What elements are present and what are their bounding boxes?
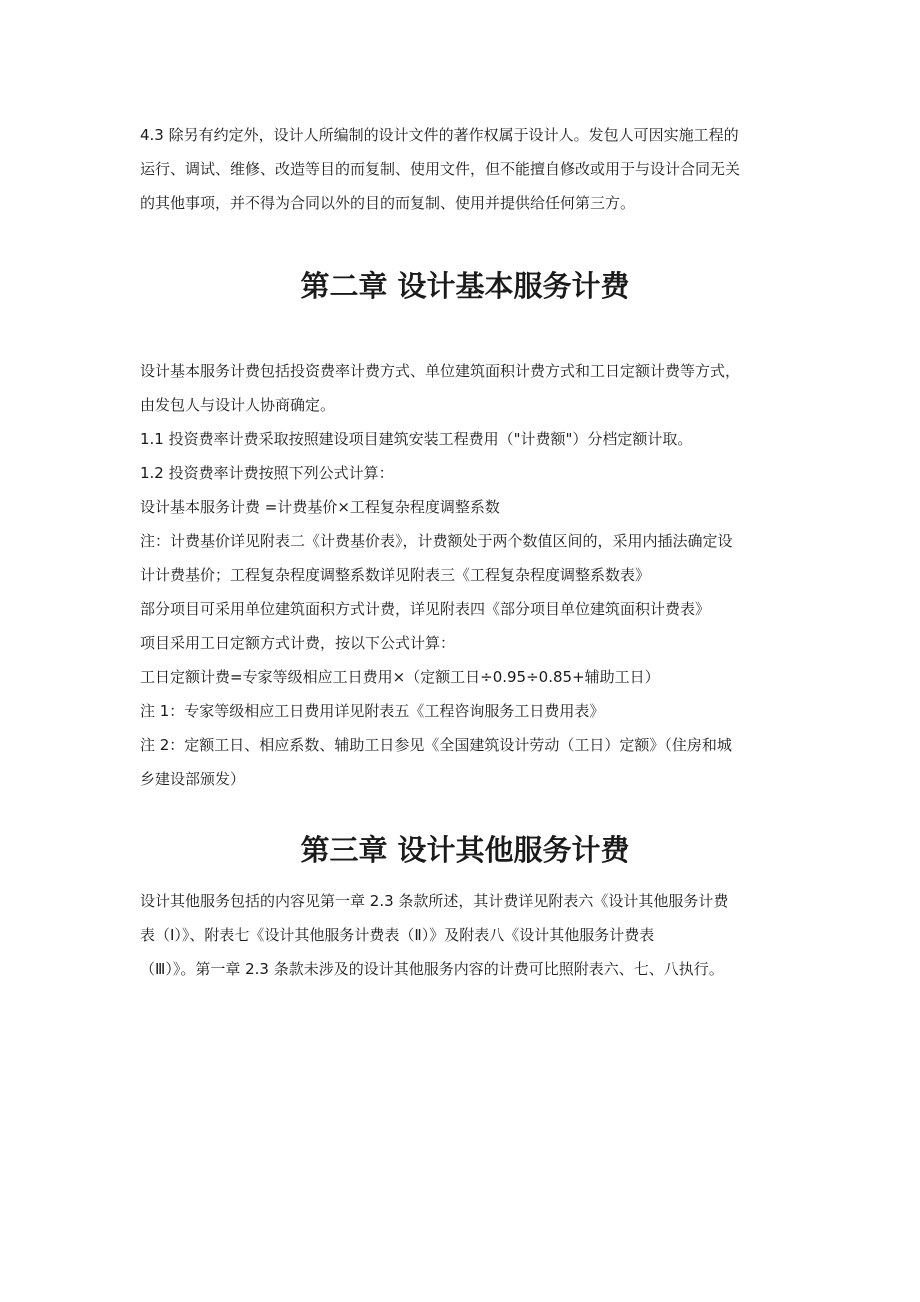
chapter-2-body [140, 354, 790, 796]
note-line: 计计费基价；工程复杂程度调整系数详见附表三《工程复杂程度调整系数表》 [140, 566, 651, 584]
note-2-line: 乡建设部颁发） [140, 770, 246, 788]
paragraph-line: 部分项目可采用单位建筑面积方式计费，详见附表四《部分项目单位建筑面积计费表》 [140, 600, 711, 618]
chapter-3-title: 第三章 设计其他服务计费 [300, 833, 630, 867]
paragraph-line: 项目采用工日定额方式计费，按以下公式计算： [140, 634, 456, 652]
formula-line: 工日定额计费=专家等级相应工日费用×（定额工日÷0.95÷0.85+辅助工日） [140, 668, 660, 686]
paragraph-line: （Ⅲ）》。第一章 2.3 条款未涉及的设计其他服务内容的计费可比照附表六、七、八执行。 [140, 960, 724, 978]
paragraph-line: 表（Ⅰ）》、附表七《设计其他服务计费表（Ⅱ）》及附表八《设计其他服务计费表 [140, 926, 655, 944]
paragraph-line: 运行、调试、维修、改造等目的而复制、使用文件，但不能擅自修改或用于与设计合同无关 [140, 160, 741, 178]
note-2-line: 注 2：定额工日、相应系数、辅助工日参见《全国建筑设计劳动（工日）定额》（住房和城 [140, 736, 732, 754]
clause-1-1: 1.1 投资费率计费采取按照建设项目建筑安装工程费用（"计费额"）分档定额计取。 [140, 430, 693, 448]
formula-line: 设计基本服务计费 =计费基价×工程复杂程度调整系数 [140, 498, 500, 516]
clause-1-2: 1.2 投资费率计费按照下列公式计算： [140, 464, 394, 482]
document-page [140, 118, 790, 986]
paragraph-line: 设计基本服务计费包括投资费率计费方式、单位建筑面积计费方式和工日定额计费等方式， [140, 362, 741, 380]
chapter-2-title: 第二章 设计基本服务计费 [300, 269, 630, 303]
paragraph-line: 的其他事项，并不得为合同以外的目的而复制、使用并提供给任何第三方。 [140, 194, 636, 212]
chapter-3-body [140, 884, 790, 986]
section-4-3 [140, 118, 790, 220]
note-line: 注：计费基价详见附表二《计费基价表》，计费额处于两个数值区间的，采用内插法确定设 [140, 532, 733, 550]
note-1-line: 注 1：专家等级相应工日费用详见附表五《工程咨询服务工日费用表》 [140, 702, 605, 720]
paragraph-line: 由发包人与设计人协商确定。 [140, 396, 336, 414]
paragraph-line: 4.3 除另有约定外，设计人所编制的设计文件的著作权属于设计人。发包人可因实施工程的 [140, 126, 739, 144]
paragraph-line: 设计其他服务包括的内容见第一章 2.3 条款所述，其计费详见附表六《设计其他服务计费 [140, 892, 729, 910]
